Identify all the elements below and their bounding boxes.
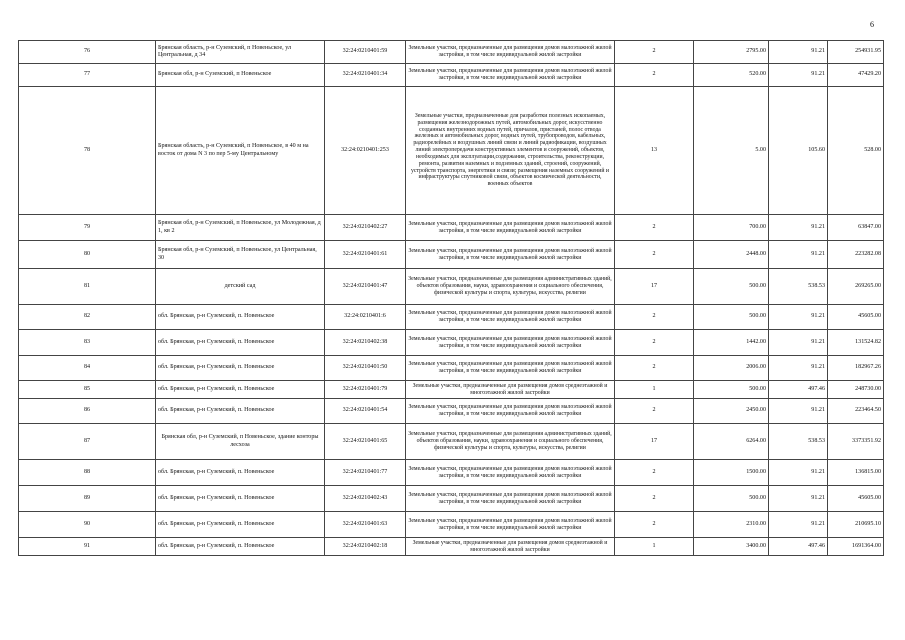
row-number: 84 [19,356,156,381]
row-land-purpose: Земельные участки, предназначенные для размещения домов малоэтажной жилой застройки, в том числе индивидуальной жилой застройки [406,512,615,538]
row-number: 81 [19,269,156,305]
row-land-purpose: Земельные участки, предназначенные для размещения домов среднеэтажной и многоэтажной жилой застройки [406,538,615,556]
row-specific-value: 91.21 [769,41,828,64]
row-group: 2 [615,356,694,381]
row-cadastral-value: 47429.20 [828,64,884,87]
row-cadastral-number: 32:24:0210402:18 [325,538,406,556]
row-cadastral-value: 248730.00 [828,381,884,399]
row-number: 91 [19,538,156,556]
table-row [19,381,884,399]
row-specific-value: 538.53 [769,269,828,305]
row-specific-value: 91.21 [769,64,828,87]
row-area: 2450.00 [694,399,769,424]
row-cadastral-number: 32:24:0210401:65 [325,424,406,460]
row-number: 78 [19,87,156,215]
row-cadastral-value: 136815.00 [828,460,884,486]
row-land-purpose: Земельные участки, предназначенные для размещения домов малоэтажной жилой застройки, в том числе индивидуальной жилой застройки [406,215,615,241]
row-address: обл. Брянская, р-н Суземский, п. Новеньское [156,512,325,538]
row-address: Брянская обл, р-н Суземский, п Новеньское, здание конторы лесхоза [156,424,325,460]
table-row [19,486,884,512]
row-land-purpose: Земельные участки, предназначенные для размещения домов малоэтажной жилой застройки, в том числе индивидуальной жилой застройки [406,486,615,512]
table-row [19,241,884,269]
row-cadastral-value: 182967.26 [828,356,884,381]
table-row [19,64,884,87]
table-row [19,215,884,241]
row-group: 2 [615,305,694,330]
row-address: обл. Брянская, р-н Суземский, п. Новеньское [156,330,325,356]
row-cadastral-number: 32:24:0210402:43 [325,486,406,512]
row-address: обл. Брянская, р-н Суземский, п. Новеньское [156,399,325,424]
row-cadastral-number: 32:24:0210401:253 [325,87,406,215]
row-group: 2 [615,512,694,538]
row-group: 1 [615,381,694,399]
row-cadastral-number: 32:24:0210401:61 [325,241,406,269]
row-group: 2 [615,486,694,512]
row-land-purpose: Земельные участки, предназначенные для размещения домов малоэтажной жилой застройки, в том числе индивидуальной жилой застройки [406,305,615,330]
row-specific-value: 91.21 [769,512,828,538]
row-group: 17 [615,424,694,460]
row-specific-value: 538.53 [769,424,828,460]
cadastral-value-table [18,40,884,556]
row-specific-value: 91.21 [769,215,828,241]
row-address: Брянская область, р-н Суземский, п Новеньское, в 40 м на восток от дома N 3 по пер 5-му Центральному [156,87,325,215]
row-address: обл. Брянская, р-н Суземский, п. Новеньское [156,486,325,512]
row-area: 500.00 [694,486,769,512]
row-group: 2 [615,399,694,424]
table-row [19,269,884,305]
row-cadastral-value: 210695.10 [828,512,884,538]
row-cadastral-number: 32:24:0210401:54 [325,399,406,424]
row-cadastral-value: 63847.00 [828,215,884,241]
row-address: обл. Брянская, р-н Суземский, п. Новеньское [156,538,325,556]
row-number: 82 [19,305,156,330]
row-address: детский сад [156,269,325,305]
row-cadastral-value: 269265.00 [828,269,884,305]
row-cadastral-number: 32:24:0210401:79 [325,381,406,399]
row-area: 6264.00 [694,424,769,460]
row-area: 1500.00 [694,460,769,486]
row-cadastral-number: 32:24:0210401:77 [325,460,406,486]
row-area: 3400.00 [694,538,769,556]
table-row [19,41,884,64]
row-specific-value: 497.46 [769,538,828,556]
table-row [19,330,884,356]
row-area: 5.00 [694,87,769,215]
row-cadastral-number: 32:24:0210402:38 [325,330,406,356]
row-specific-value: 91.21 [769,399,828,424]
row-specific-value: 91.21 [769,460,828,486]
row-area: 700.00 [694,215,769,241]
row-number: 76 [19,41,156,64]
row-number: 86 [19,399,156,424]
row-number: 90 [19,512,156,538]
row-land-purpose: Земельные участки, предназначенные для размещения домов малоэтажной жилой застройки, в том числе индивидуальной жилой застройки [406,241,615,269]
row-number: 83 [19,330,156,356]
table-row [19,399,884,424]
row-area: 2795.00 [694,41,769,64]
table-row [19,460,884,486]
row-land-purpose: Земельные участки, предназначенные для размещения административных зданий, объектов образования, науки, здравоохранения и социального обеспечения, физической культуры и спорта, культуры, искусства, религии [406,269,615,305]
table-row [19,424,884,460]
row-cadastral-value: 3373351.92 [828,424,884,460]
row-address: Брянская область, р-н Суземский, п Новеньское, ул Центральная, д 34 [156,41,325,64]
row-address: обл. Брянская, р-н Суземский, п. Новеньское [156,305,325,330]
table-row [19,512,884,538]
table-row [19,356,884,381]
row-land-purpose: Земельные участки, предназначенные для размещения домов малоэтажной жилой застройки, в том числе индивидуальной жилой застройки [406,460,615,486]
row-cadastral-number: 32:24:0210401:63 [325,512,406,538]
row-specific-value: 105.60 [769,87,828,215]
row-address: обл. Брянская, р-н Суземский, п. Новеньское [156,381,325,399]
row-address: Брянская обл, р-н Суземский, п Новеньское [156,64,325,87]
row-number: 88 [19,460,156,486]
row-number: 89 [19,486,156,512]
row-cadastral-value: 223282.08 [828,241,884,269]
row-land-purpose: Земельные участки, предназначенные для размещения домов малоэтажной жилой застройки, в том числе индивидуальной жилой застройки [406,330,615,356]
row-specific-value: 91.21 [769,305,828,330]
row-number: 87 [19,424,156,460]
table-row [19,305,884,330]
row-number: 77 [19,64,156,87]
row-land-purpose: Земельные участки, предназначенные для размещения административных зданий, объектов образования, науки, здравоохранения и социального обеспечения, физической культуры и спорта, культуры, искусства, религии [406,424,615,460]
table-row [19,538,884,556]
row-cadastral-number: 32:24:0210401:6 [325,305,406,330]
row-land-purpose: Земельные участки, предназначенные для размещения домов малоэтажной жилой застройки, в том числе индивидуальной жилой застройки [406,41,615,64]
row-area: 500.00 [694,381,769,399]
row-cadastral-value: 254931.95 [828,41,884,64]
row-land-purpose: Земельные участки, предназначенные для размещения домов малоэтажной жилой застройки, в том числе индивидуальной жилой застройки [406,356,615,381]
row-specific-value: 497.46 [769,381,828,399]
row-cadastral-number: 32:24:0210401:47 [325,269,406,305]
row-address: Брянская обл, р-н Суземский, п Новеньское, ул Центральная, 30 [156,241,325,269]
row-area: 500.00 [694,269,769,305]
row-address: Брянская обл, р-н Суземский, п Новеньское, ул Молодежная, д 1, кв 2 [156,215,325,241]
row-specific-value: 91.21 [769,330,828,356]
table-row [19,87,884,215]
row-cadastral-number: 32:24:0210401:59 [325,41,406,64]
row-group: 17 [615,269,694,305]
row-specific-value: 91.21 [769,241,828,269]
row-specific-value: 91.21 [769,486,828,512]
row-area: 1442.00 [694,330,769,356]
row-land-purpose: Земельные участки, предназначенные для размещения домов малоэтажной жилой застройки, в том числе индивидуальной жилой застройки [406,399,615,424]
row-area: 2448.00 [694,241,769,269]
row-cadastral-value: 1691364.00 [828,538,884,556]
row-land-purpose: Земельные участки, предназначенные для размещения домов среднеэтажной и многоэтажной жилой застройки [406,381,615,399]
row-land-purpose: Земельные участки, предназначенные для размещения домов малоэтажной жилой застройки, в том числе индивидуальной жилой застройки [406,64,615,87]
row-group: 13 [615,87,694,215]
row-area: 2006.00 [694,356,769,381]
row-group: 2 [615,64,694,87]
row-cadastral-value: 223464.50 [828,399,884,424]
row-group: 2 [615,330,694,356]
row-number: 80 [19,241,156,269]
row-cadastral-value: 131524.82 [828,330,884,356]
row-cadastral-value: 45605.00 [828,305,884,330]
row-group: 2 [615,215,694,241]
row-area: 2310.00 [694,512,769,538]
page-number: 6 [870,20,874,29]
row-cadastral-number: 32:24:0210401:50 [325,356,406,381]
row-cadastral-value: 528.00 [828,87,884,215]
row-cadastral-number: 32:24:0210402:27 [325,215,406,241]
row-group: 2 [615,41,694,64]
row-number: 85 [19,381,156,399]
row-group: 1 [615,538,694,556]
row-land-purpose: Земельные участки, предназначенные для разработки полезных ископаемых, размещения железнодорожных путей, автомобильных дорог, искусственно созданных внутренних водных путей, причалов, пристаней, полос отвода железных и автомобильных дорог, водных путей, трубопроводов, кабельных, радиорелейных и воздушных линий связи и линий радиофикации, воздушных линий электропередачи конструктивных элементов и сооружений, объектов, необходимых для эксплуатации,содержания, строительства, реконструкции, ремонта, развития наземных и подземных зданий, строений, сооружений, устройств транспорта, энергетики и связи; размещения наземных сооружений и инфраструктуры спутниковой связи, объектов космической деятельности, военных объектов [406,87,615,215]
row-specific-value: 91.21 [769,356,828,381]
row-address: обл. Брянская, р-н Суземский, п. Новеньское [156,460,325,486]
row-area: 520.00 [694,64,769,87]
row-cadastral-value: 45605.00 [828,486,884,512]
row-area: 500.00 [694,305,769,330]
row-number: 79 [19,215,156,241]
row-address: обл. Брянская, р-н Суземский, п. Новеньское [156,356,325,381]
row-cadastral-number: 32:24:0210401:34 [325,64,406,87]
row-group: 2 [615,460,694,486]
row-group: 2 [615,241,694,269]
